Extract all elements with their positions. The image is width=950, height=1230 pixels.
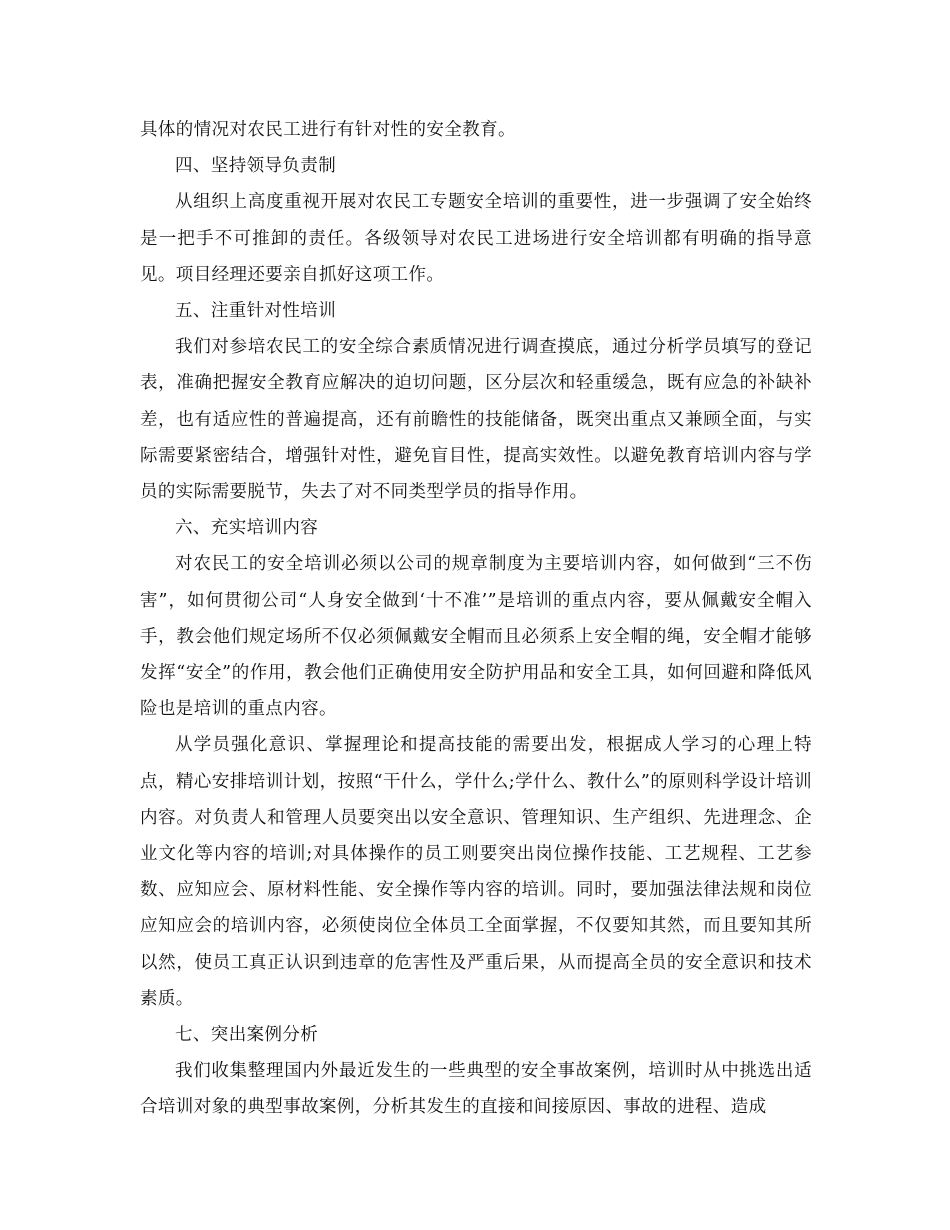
paragraph-section-5: 我们对参培农民工的安全综合素质情况进行调查摸底，通过分析学员填写的登记表，准确把握安全教育应解决的迫切问题，区分层次和轻重缓急，既有应急的补缺补差，也有适应性的普遍提高，还有前瞻性的技能储备，既突出重点又兼顾全面，与实际需要紧密结合，增强针对性，避免盲目性，提高实效性。以避免教育培训内容与学员的实际需要脱节，失去了对不同类型学员的指导作用。 — [140, 337, 812, 503]
paragraph-section-7: 我们收集整理国内外最近发生的一些典型的安全事故案例，培训时从中挑选出适合培训对象的典型事故案例，分析其发生的直接和间接原因、事故的进程、造成 — [140, 1061, 812, 1118]
section-heading-5: 五、注重针对性培训 — [175, 301, 337, 322]
section-heading-6: 六、充实培训内容 — [175, 518, 319, 539]
section-heading-7: 七、突出案例分析 — [175, 1025, 319, 1046]
section-heading-4: 四、坚持领导负责制 — [175, 156, 337, 177]
paragraph-intro-continuation: 具体的情况对农民工进行有针对性的安全教育。 — [140, 120, 516, 140]
paragraph-section-6b: 从学员强化意识、掌握理论和提高技能的需要出发，根据成人学习的心理上特点，精心安排培训计划，按照“干什么，学什么;学什么、教什么”的原则科学设计培训内容。对负责人和管理人员要突出以安全意识、管理知识、生产组织、先进理念、企业文化等内容的培训;对具体操作的员工则要突出岗位操作技能、工艺规程、工艺参数、应知应会、原材料性能、安全操作等内容的培训。同时，要加强法律法规和岗位应知应会的培训内容，必须使岗位全体员工全面掌握，不仅要知其然，而且要知其所以然，使员工真正认识到违章的危害性及严重后果，从而提高全员的安全意识和技术素质。 — [140, 735, 812, 1009]
paragraph-section-4: 从组织上高度重视开展对农民工专题安全培训的重要性，进一步强调了安全始终是一把手不可推卸的责任。各级领导对农民工进场进行安全培训都有明确的指导意见。项目经理还要亲自抓好这项工作。 — [140, 192, 812, 285]
paragraph-section-6a: 对农民工的安全培训必须以公司的规章制度为主要培训内容，如何做到“三不伤害”，如何贯彻公司“人身安全做到‘十不准’”是培训的重点内容，要从佩戴安全帽入手，教会他们规定场所不仅必须佩戴安全帽而且必须系上安全帽的绳，安全帽才能够发挥“安全”的作用，教会他们正确使用安全防护用品和安全工具，如何回避和降低风险也是培训的重点内容。 — [140, 554, 812, 720]
document-body — [140, 112, 812, 1126]
